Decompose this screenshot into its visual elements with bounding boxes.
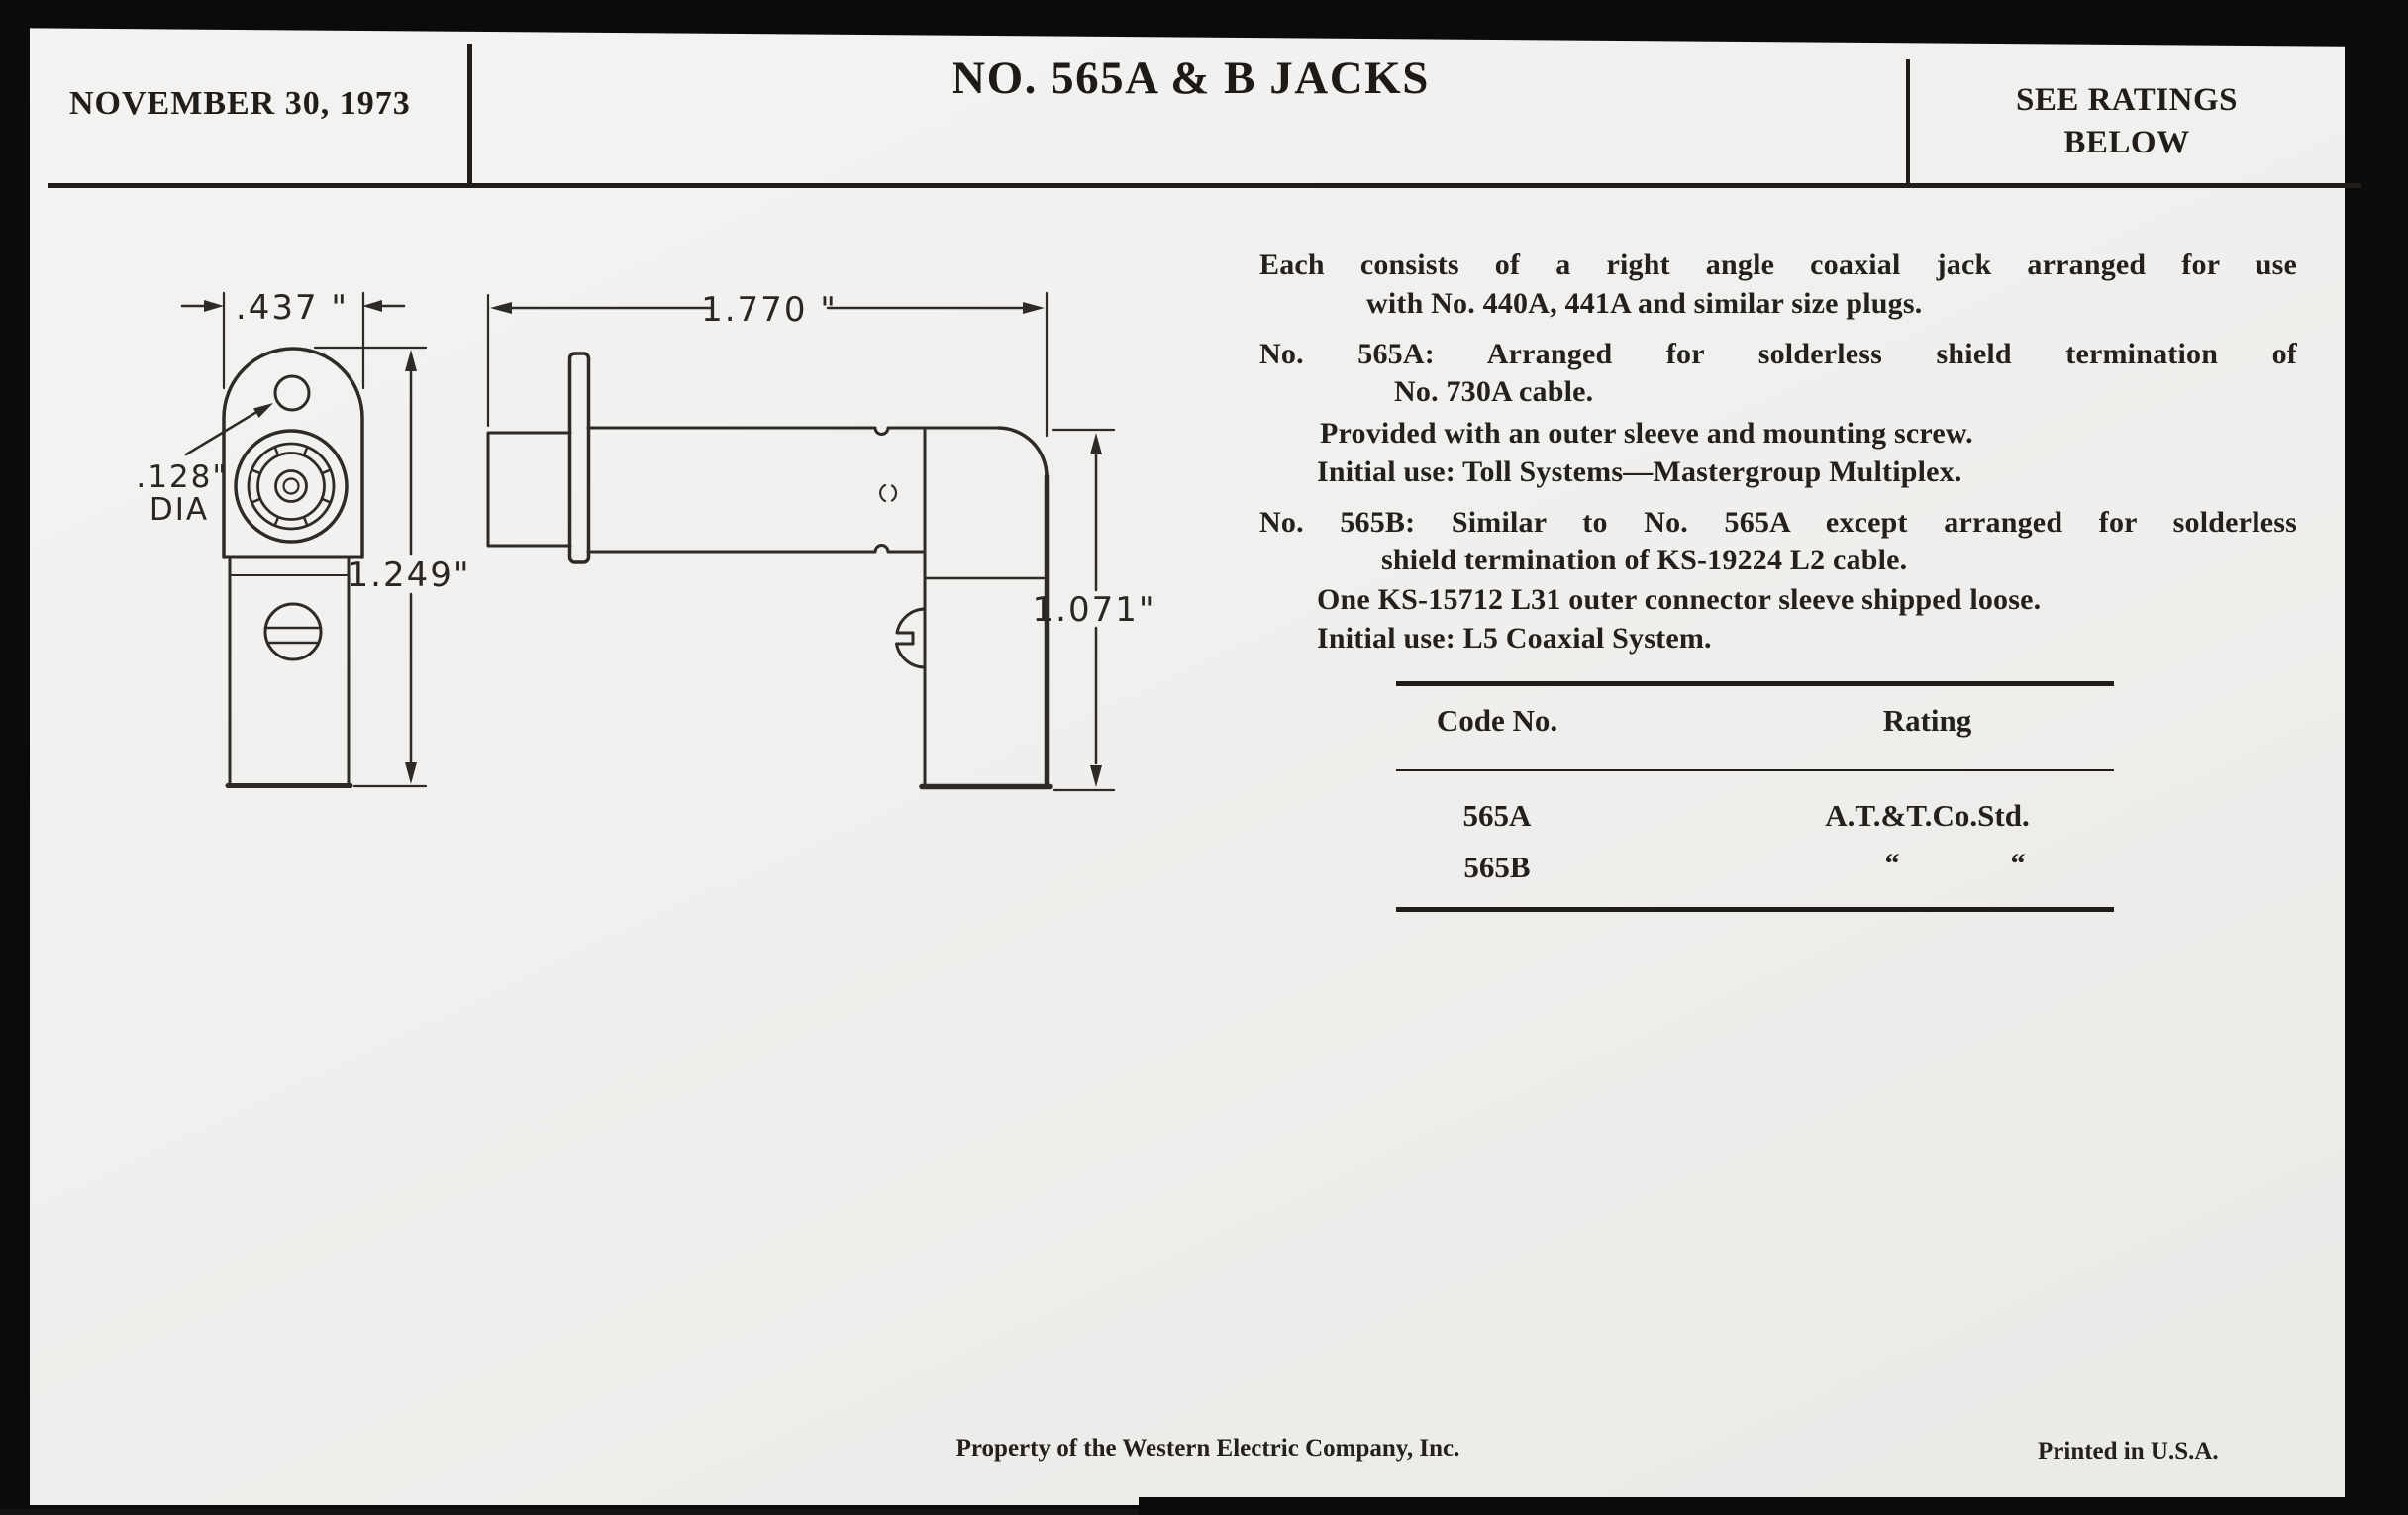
printed-notice: Printed in U.S.A. — [2038, 1438, 2219, 1464]
arrowhead — [204, 300, 224, 312]
ratings-table — [1396, 681, 2114, 912]
arrowhead — [253, 403, 273, 418]
description-line: No. 730A cable. — [1394, 375, 1594, 408]
description-line: Provided with an outer sleeve and mounting screw. — [1320, 417, 1973, 450]
table-rule-bottom — [1396, 907, 2114, 912]
table-rule-header — [1396, 769, 2114, 771]
ratings-note-line2: BELOW — [2063, 125, 2190, 160]
mounting-hole — [275, 376, 309, 410]
dim-label-width: .437 " — [235, 288, 350, 328]
code-cell: 565A — [1462, 798, 1532, 833]
flange — [570, 354, 589, 562]
arrowhead — [405, 350, 417, 371]
ditto-marks — [1768, 850, 2142, 879]
description-line: One KS-15712 L31 outer connector sleeve shipped loose. — [1317, 583, 2042, 616]
description-line: No. 565A: Arranged for solderless shield termination of — [1259, 338, 2297, 370]
code-cell: 565B — [1463, 850, 1531, 884]
side-view-drawing — [488, 293, 1114, 790]
side-screw-head — [897, 609, 926, 667]
description-line: with No. 440A, 441A and similar size plugs. — [1366, 287, 1923, 320]
arrowhead — [1023, 302, 1045, 314]
dim-label-front-height: 1.249" — [347, 556, 471, 595]
ratings-note-line1: SEE RATINGS — [2015, 82, 2239, 118]
ditto-mark: “ — [2010, 848, 2026, 880]
dim-label-hole-dia: .128" — [136, 459, 229, 495]
column-header-code: Code No. — [1436, 703, 1558, 738]
description-line: Initial use: Toll Systems—Mastergroup Multiplex. — [1317, 455, 1962, 488]
arrowhead — [490, 302, 512, 314]
arrowhead — [362, 300, 382, 312]
arrowhead — [1090, 765, 1102, 787]
table-row — [1396, 798, 2114, 834]
rating-cell: A.T.&T.Co.Std. — [1825, 798, 2030, 833]
description-column — [1259, 0, 2297, 693]
description-line: No. 565B: Similar to No. 565A except arranged for solderless — [1259, 506, 2297, 539]
table-row — [1396, 850, 2114, 885]
front-view-drawing — [182, 293, 426, 786]
description-line: shield termination of KS-19224 L2 cable. — [1381, 544, 1908, 576]
page-title: NO. 565A & B JACKS — [952, 52, 1430, 104]
dim-label-length: 1.770 " — [701, 290, 838, 330]
table-header-row — [1396, 703, 2114, 739]
front-screw-head — [265, 604, 321, 659]
ditto-mark: “ — [1884, 848, 1900, 880]
issue-date: NOVEMBER 30, 1973 — [69, 85, 411, 122]
description-line: Initial use: L5 Coaxial System. — [1317, 622, 1712, 655]
column-header-rating: Rating — [1882, 703, 1972, 738]
arrowhead — [1090, 433, 1102, 454]
table-rule-top — [1396, 681, 2114, 686]
dim-label-side-height: 1.071" — [1032, 590, 1156, 630]
rating-cell — [1663, 850, 2114, 885]
arrowhead — [405, 762, 417, 784]
property-notice: Property of the Western Electric Company, Inc. — [955, 1435, 1460, 1462]
barrel-hole-mark — [880, 485, 896, 501]
description-line: Each consists of a right angle coaxial jack arranged for use — [1259, 249, 2297, 281]
dim-label-hole-dia-unit: DIA — [149, 492, 210, 528]
